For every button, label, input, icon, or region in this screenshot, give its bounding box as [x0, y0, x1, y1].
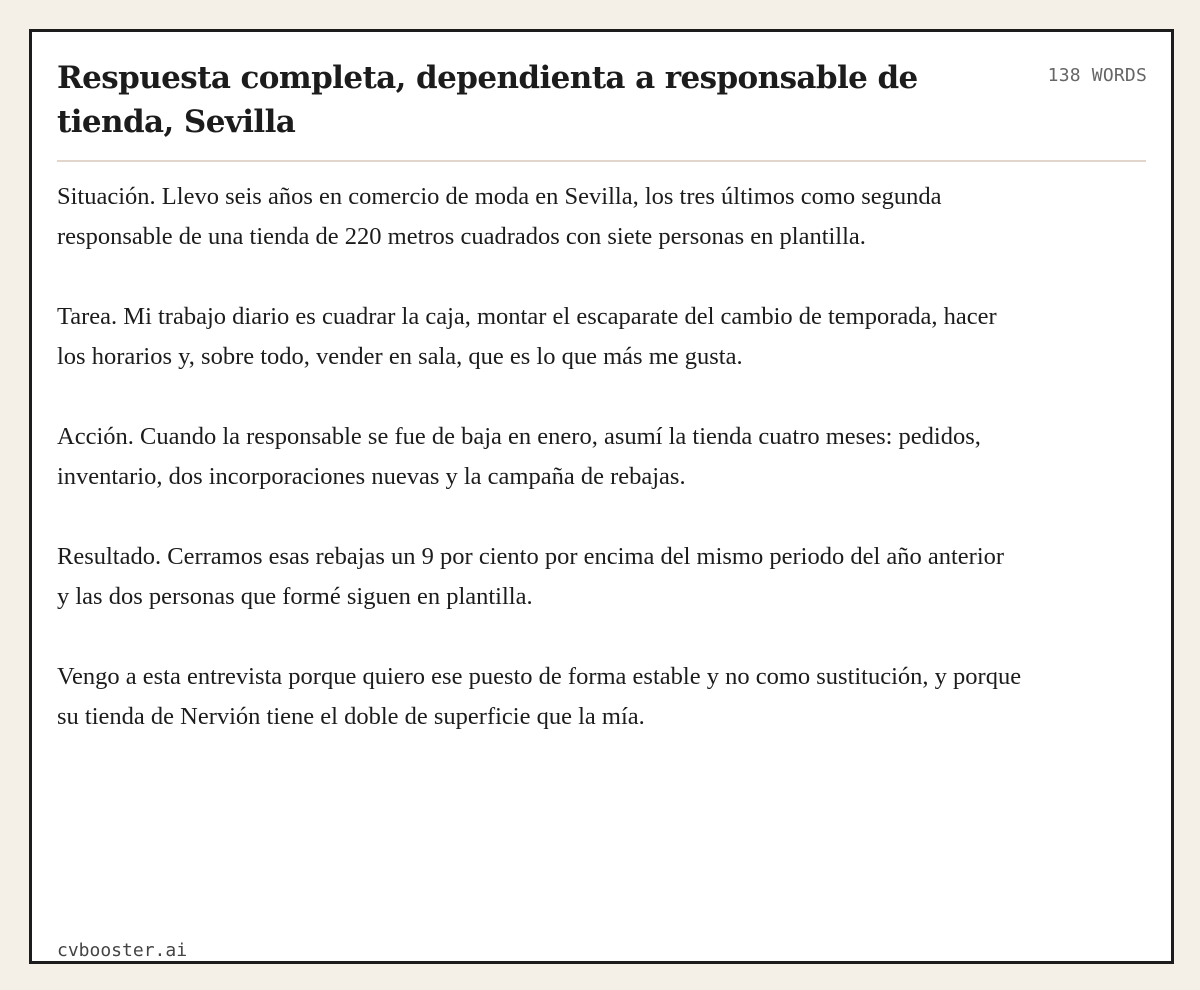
header-divider [57, 160, 1146, 162]
paragraph-situacion: Situación. Llevo seis años en comercio de moda en Sevilla, los tres últimos como segunda responsable de una tienda de 220 metros cuadrados con siete personas en plantilla. [57, 183, 942, 250]
answer-body [57, 177, 1022, 737]
paragraph-tarea: Tarea. Mi trabajo diario es cuadrar la caja, montar el escaparate del cambio de temporada, hacer los horarios y, sobre todo, vender en sala, que es lo que más me gusta. [57, 303, 997, 370]
card-title: Respuesta completa, dependienta a responsable de tienda, Sevilla [57, 60, 918, 140]
card-header [57, 56, 1147, 144]
paragraph-resultado: Resultado. Cerramos esas rebajas un 9 por ciento por encima del mismo periodo del año anterior y las dos personas que formé siguen en plantilla. [57, 543, 1005, 610]
word-count-badge: 138 WORDS [1047, 65, 1147, 86]
answer-card [29, 29, 1174, 964]
paragraph-motivacion: Vengo a esta entrevista porque quiero ese puesto de forma estable y no como sustitución, y porque su tienda de Nervión tiene el doble de superficie que la mía. [57, 663, 1022, 730]
paragraph-accion: Acción. Cuando la responsable se fue de baja en enero, asumí la tienda cuatro meses: pedidos, inventario, dos incorporaciones nuevas y la campaña de rebajas. [57, 423, 981, 490]
brand-footer: cvbooster.ai [57, 940, 188, 961]
